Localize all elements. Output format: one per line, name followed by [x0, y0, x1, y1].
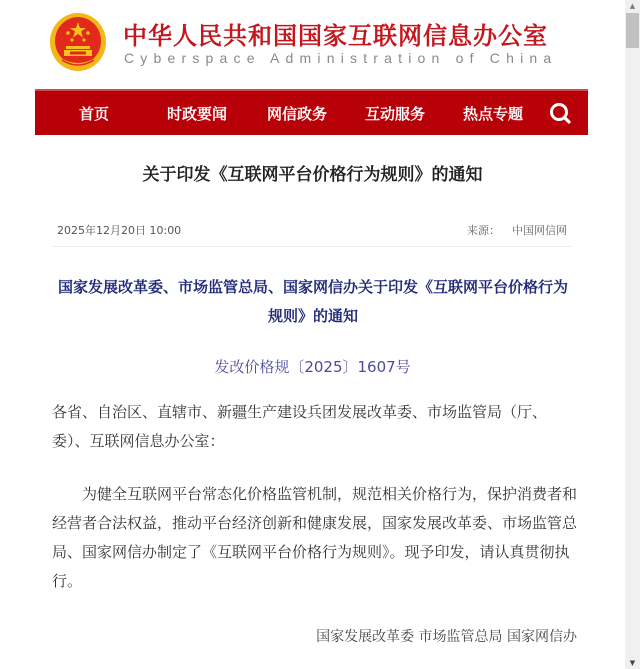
body-paragraph: 为健全互联网平台常态化价格监管机制，规范相关价格行为，保护消费者和经营者合法权益，推动平台经济创新和健康发展，国家发展改革委、市场监管总局、国家网信办制定了《互联网平台价格行为规则》。现予印发，请认真贯彻执行。	[52, 485, 578, 590]
nav-item-hot-topics[interactable]: 热点专题	[463, 105, 524, 123]
source-label: 来源：	[467, 224, 500, 237]
nav-item-interactive-services[interactable]: 互动服务	[365, 105, 426, 123]
publish-date: 2025年12月20日 10:00	[57, 224, 182, 237]
article-source	[467, 222, 567, 238]
national-emblem-icon[interactable]	[48, 12, 108, 76]
nav-item-gov-affairs[interactable]: 网信政务	[267, 105, 328, 123]
source-name: 中国网信网	[512, 224, 567, 237]
nav-item-news[interactable]: 时政要闻	[167, 105, 228, 123]
search-icon[interactable]	[547, 100, 575, 128]
addressee-text: 各省、自治区、直辖市、新疆生产建设兵团发展改革委、市场监管局（厅、委）、互联网信息办公室：	[52, 403, 548, 450]
article-title: 关于印发《互联网平台价格行为规则》的通知	[142, 165, 483, 185]
nav-item-home[interactable]: 首页	[79, 105, 110, 123]
scroll-up-arrow-icon[interactable]: ▲	[629, 2, 636, 10]
scroll-down-arrow-icon[interactable]: ▼	[629, 659, 636, 667]
document-number: 发改价格规〔2025〕1607号	[214, 358, 411, 376]
scrollbar-thumb[interactable]	[626, 13, 639, 48]
meta-divider	[52, 246, 572, 247]
main-nav	[35, 89, 588, 135]
site-subtitle-english: Cyberspace Administration of China	[124, 50, 558, 66]
signature: 国家发展改革委 市场监管总局 国家网信办	[316, 629, 577, 645]
site-title[interactable]: 中华人民共和国国家互联网信息办公室	[123, 22, 548, 50]
site-header	[0, 0, 625, 88]
vertical-scrollbar[interactable]	[625, 0, 640, 669]
document-heading: 国家发展改革委、市场监管总局、国家网信办关于印发《互联网平台价格行为规则》的通知	[57, 278, 568, 325]
